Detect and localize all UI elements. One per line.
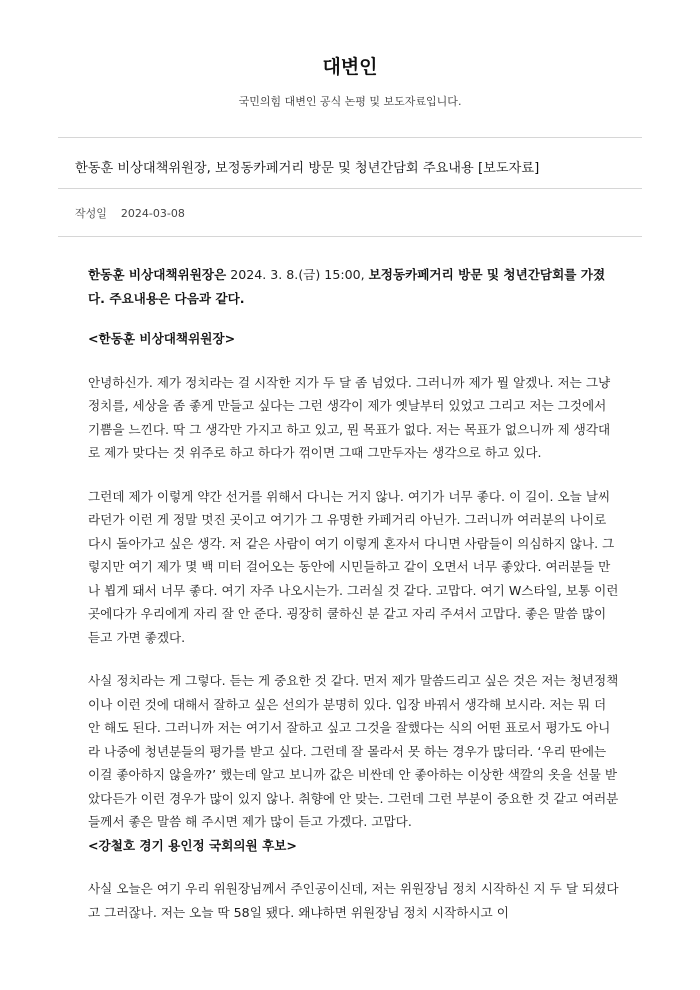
paragraph: 안녕하신가. 제가 정치라는 걸 시작한 지가 두 달 좀 넘었다. 그러니까 제가 뭘 알겠나. 저는 그냥 정치를, 세상을 좀 좋게 만들고 싶다는 그런 생각이 제가 옛날부터 있었고 그리고 저는 그것에서 기쁨을 느낀다. 딱 그 생각만 가지고 하고 있고, 뭔 목표가 없다. 저는 목표가 없으니까 제 생각대로 제가 맞다는 것 위주로 하고 하다가 꺾이면 그때 그만두자는 생각으로 하고 있다. (88, 374, 611, 460)
speaker-heading-kang: <강철호 경기 용인정 국회의원 후보> (88, 837, 297, 853)
post-date: 2024-03-08 (120, 207, 185, 220)
intro-paragraph (88, 263, 622, 310)
title-divider (58, 188, 642, 189)
date-label: 작성일 (75, 207, 107, 220)
post-title: 한동훈 비상대책위원장, 보정동카페거리 방문 및 청년간담회 주요내용 [보도자료] (75, 161, 540, 176)
meta-divider (58, 236, 642, 237)
site-title: 대변인 (322, 56, 378, 78)
speaker-heading-han: <한동훈 비상대책위원장> (88, 331, 236, 346)
header-divider (58, 137, 642, 138)
post-meta (75, 205, 185, 221)
intro-datetime: 2024. 3. 8.(금) 15:00, (226, 267, 369, 282)
paragraph: 그런데 제가 이렇게 약간 선거를 위해서 다니는 거지 않나. 여기가 너무 좋다. 이 길이. 오늘 날씨라던가 이런 게 정말 멋진 곳이고 여기가 그 유명한 카페거리 아닌가. 그러니까 여러분의 나이로 다시 돌아가고 싶은 생각. 저 같은 사람이 여기 이렇게 혼자서 다니면 사람들이 의심하지 않나. 그렇지만 여기 제가 몇 백 미터 걸어오는 동안에 시민들하고 같이 오면서 너무 좋았다. 여러분들 만나 뵙게 돼서 너무 좋다. 여기 자주 나오시는가. 그러실 것 같다. 고맙다. 여기 W스타일, 보통 이런 곳에다가 우리에게 자리 잘 안 준다. 굉장히 쿨하신 분 같고 자리 주셔서 고맙다. 좋은 말씀 많이 듣고 가면 좋겠다. (88, 488, 619, 645)
intro-bold-event: 보정동카페거리 방문 및 청년간담회를 가졌다. 주요내용은 다음과 같다. (88, 267, 606, 306)
paragraph: 사실 정치라는 게 그렇다. 듣는 게 중요한 것 같다. 먼저 제가 말씀드리고 싶은 것은 저는 청년정책이나 이런 것에 대해서 잘하고 싶은 선의가 분명히 있다. 입장 바꿔서 생각해 보시라. 저는 뭐 더 안 해도 된다. 그러니까 저는 여기서 잘하고 싶고 그것을 잘했다는 식의 어떤 표로서 평가도 아니라 나중에 청년분들의 평가를 받고 싶다. 그런데 잘 몰라서 못 하는 경우가 많더라. ‘우리 딴에는 이걸 좋아하지 않을까?’ 했는데 알고 보니까 값은 비싼데 안 좋아하는 이상한 색깔의 옷을 선물 받았다든가 이런 경우가 많이 있지 않나. 취향에 안 맞는. 그런데 그런 부분이 중요한 것 같고 여러분들께서 좋은 말씀 해 주시면 제가 많이 듣고 가겠다. 고맙다. (88, 673, 619, 829)
intro-bold-subject: 한동훈 비상대책위원장은 (88, 267, 227, 282)
site-description: 국민의힘 대변인 공식 논평 및 보도자료입니다. (238, 95, 462, 108)
article-body (88, 263, 622, 924)
paragraph: 사실 오늘은 여기 우리 위원장님께서 주인공이신데, 저는 위원장님 정치 시작하신 지 두 달 되셨다고 그러잖나. 저는 오늘 딱 58일 됐다. 왜냐하면 위원장님 정치 시작하시고 이 (88, 881, 619, 920)
